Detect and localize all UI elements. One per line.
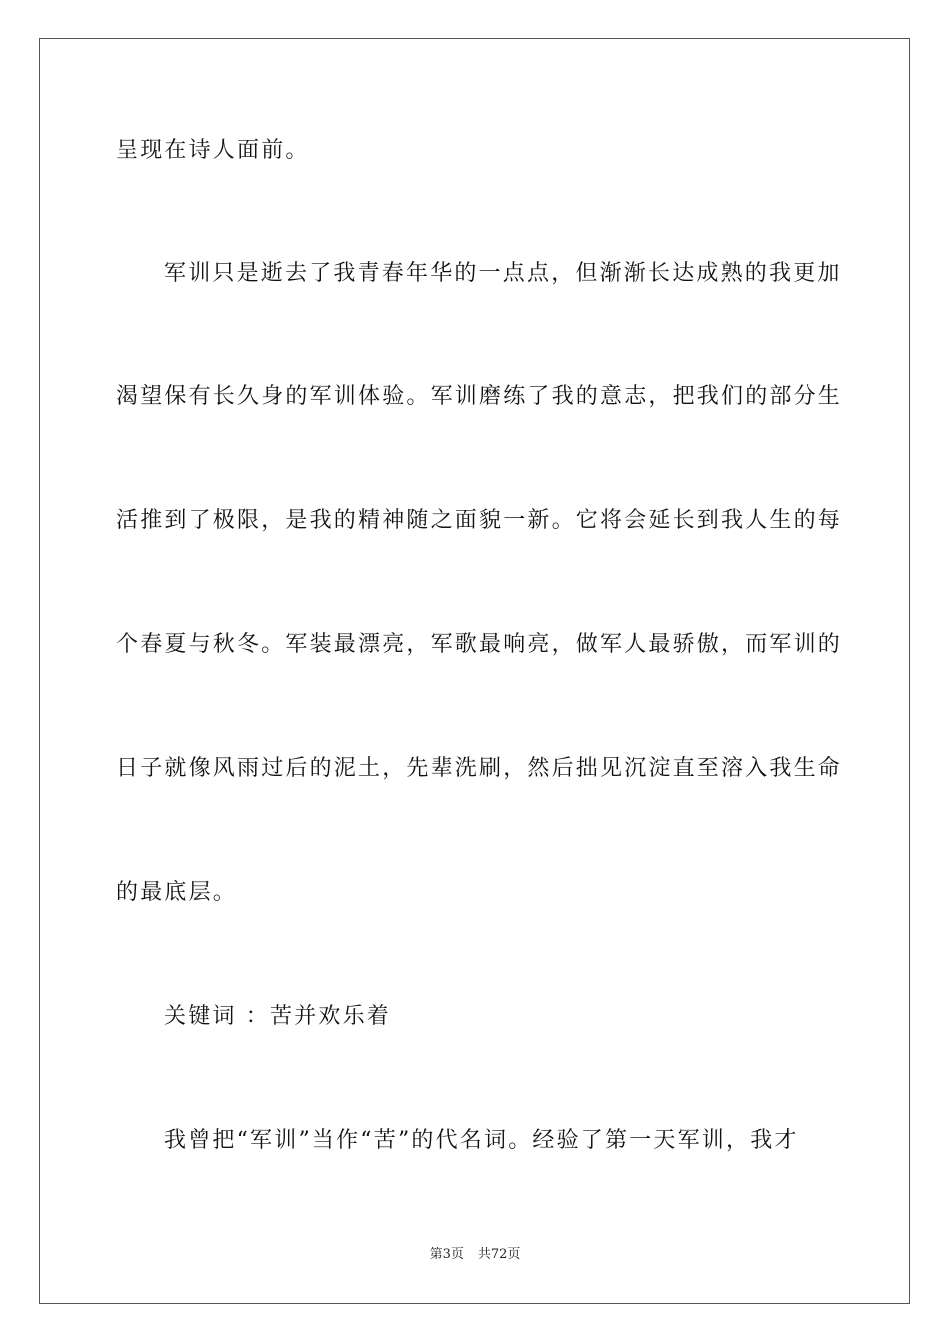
text-line-3: 渴望保有长久身的军训体验。军训磨练了我的意志，把我们的部分生 [116,384,843,409]
text-line-1: 呈现在诗人面前。 [116,138,310,163]
page-number: 第3页 [429,1247,464,1262]
page-footer [0,1246,950,1264]
page-total: 共72页 [477,1247,521,1262]
page-border [39,38,910,1304]
keywords-heading: 关键词 ：苦并欢乐着 [164,1004,391,1029]
text-line-6: 日子就像风雨过后的泥土，先辈洗刷，然后拙见沉淀直至溶入我生命 [116,756,843,781]
text-line-4: 活推到了极限，是我的精神随之面貌一新。它将会延长到我人生的每 [116,508,843,533]
text-line-7: 的最底层。 [116,880,238,905]
paragraph-start-line: 军训只是逝去了我青春年华的一点点，但渐渐长达成熟的我更加 [164,261,842,286]
text-line-5: 个春夏与秋冬。军装最漂亮，军歌最响亮，做军人最骄傲，而军训的 [116,632,843,657]
paragraph-start-line-2: 我曾把“军训”当作“苦”的代名词。经验了第一天军训，我才 [164,1128,799,1153]
